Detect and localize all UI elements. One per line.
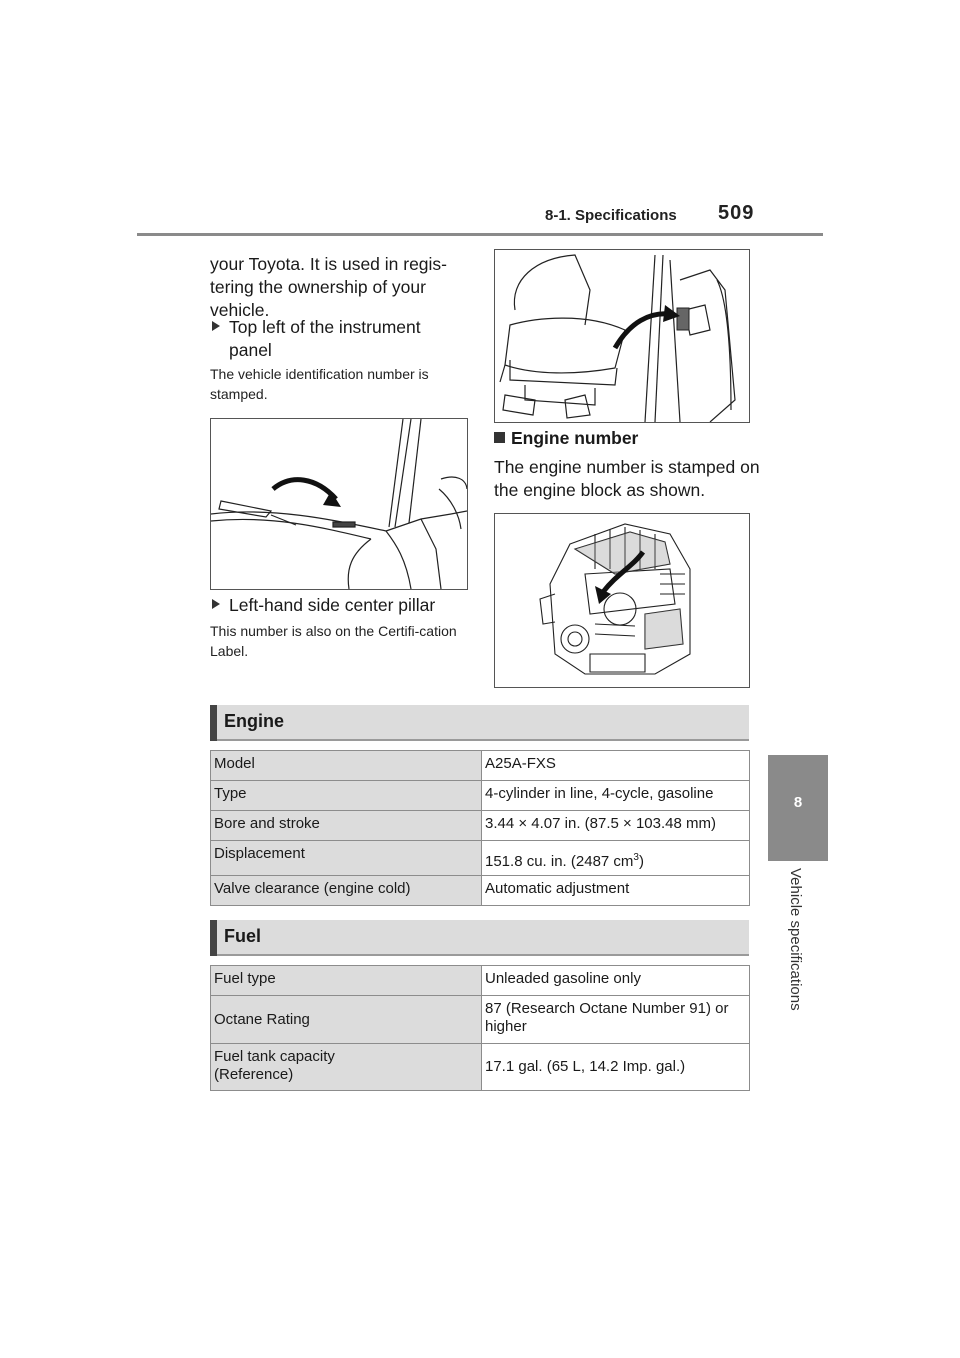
engine-section-header xyxy=(210,705,749,741)
chapter-tab-label: Vehicle specifications xyxy=(787,868,804,1011)
spec-key: Model xyxy=(211,751,482,781)
table-row xyxy=(211,781,750,811)
figure-instrument-panel xyxy=(210,418,468,590)
fuel-spec-table xyxy=(210,965,750,1091)
triangle-bullet-icon xyxy=(212,321,220,331)
spec-value: 17.1 gal. (65 L, 14.2 Imp. gal.) xyxy=(482,1044,750,1091)
spec-key: Bore and stroke xyxy=(211,811,482,841)
spec-value: 4-cylinder in line, 4-cycle, gasoline xyxy=(482,781,750,811)
engine-number-heading: Engine number xyxy=(494,428,638,449)
spec-key: Valve clearance (engine cold) xyxy=(211,876,482,906)
chapter-tab-number: 8 xyxy=(793,794,803,811)
intro-paragraph: your Toyota. It is used in regis-tering the ownership of your vehicle. xyxy=(210,254,448,320)
figure-engine-block xyxy=(494,513,750,688)
spec-value: 87 (Research Octane Number 91) or higher xyxy=(482,996,750,1044)
section-header-bar xyxy=(210,920,217,956)
note-certification-label: This number is also on the Certifi-cation Label. xyxy=(210,623,457,659)
spec-key: Type xyxy=(211,781,482,811)
spec-value: Unleaded gasoline only xyxy=(482,966,750,996)
table-row xyxy=(211,966,750,996)
spec-key: Octane Rating xyxy=(211,996,482,1044)
spec-key: Fuel type xyxy=(211,966,482,996)
triangle-bullet-icon xyxy=(212,599,220,609)
engine-section-title: Engine xyxy=(224,711,285,731)
spec-value: 3.44 × 4.07 in. (87.5 × 103.48 mm) xyxy=(482,811,750,841)
square-bullet-icon xyxy=(494,432,505,443)
table-row xyxy=(211,841,750,876)
spec-value: A25A-FXS xyxy=(482,751,750,781)
center-pillar-illustration xyxy=(495,250,749,422)
table-row xyxy=(211,1044,750,1091)
engine-number-text: The engine number is stamped on the engine block as shown. xyxy=(494,457,760,500)
note-vin-stamped: The vehicle identification number is stamped. xyxy=(210,366,429,402)
section-title: 8-1. Specifications xyxy=(545,207,677,224)
spec-value: Automatic adjustment xyxy=(482,876,750,906)
table-row xyxy=(211,811,750,841)
fuel-section-title: Fuel xyxy=(224,926,262,946)
instrument-panel-illustration xyxy=(211,419,467,589)
table-row xyxy=(211,996,750,1044)
bullet-instrument-panel: Top left of the instrument panel xyxy=(212,316,472,362)
section-header-bar xyxy=(210,705,217,741)
header-rule xyxy=(137,233,823,236)
table-row xyxy=(211,751,750,781)
table-row xyxy=(211,876,750,906)
spec-key: Fuel tank capacity (Reference) xyxy=(211,1044,482,1091)
spec-key: Displacement xyxy=(211,841,482,876)
engine-block-illustration xyxy=(495,514,749,687)
figure-center-pillar xyxy=(494,249,750,423)
page-number: 509 xyxy=(718,202,755,224)
spec-value: 151.8 cu. in. (2487 $cm^3$) xyxy=(482,841,750,876)
bullet-center-pillar: Left-hand side center pillar xyxy=(212,594,472,617)
fuel-section-header xyxy=(210,920,749,956)
engine-spec-table xyxy=(210,750,750,906)
